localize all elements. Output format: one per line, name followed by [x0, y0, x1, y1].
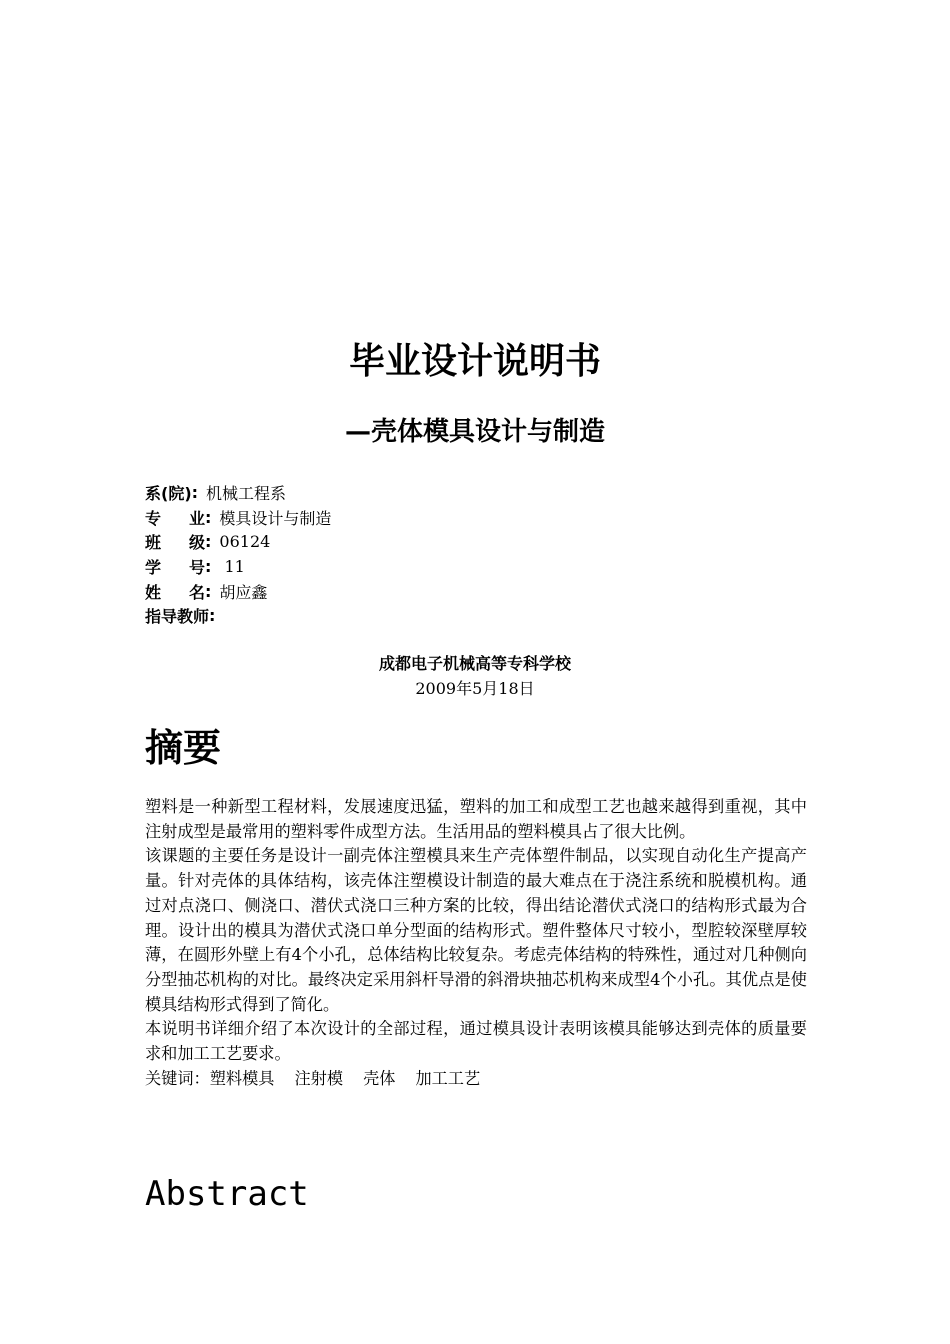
info-row-major: [145, 505, 805, 530]
info-label-char: 姓: [145, 582, 162, 602]
info-value: 胡应鑫: [219, 582, 268, 602]
info-row-name: [145, 579, 805, 604]
info-colon: :: [191, 482, 199, 502]
info-row-advisor: [145, 603, 805, 628]
info-label: [145, 555, 205, 578]
info-colon: :: [205, 532, 212, 552]
student-info-block: [145, 480, 805, 628]
info-label: 系(院): [145, 483, 192, 503]
info-value: 机械工程系: [206, 483, 287, 503]
info-label: [145, 580, 205, 603]
abstract-paragraph: 本说明书详细介绍了本次设计的全部过程，通过模具设计表明该模具能够达到壳体的质量要求和加工工艺要求。: [145, 1019, 807, 1064]
document-date: 2009年5月18日: [415, 679, 535, 698]
abstract-paragraph: 该课题的主要任务是设计一副壳体注塑模具来生产壳体塑件制品，以实现自动化生产提高产量。针对壳体的具体结构，该壳体注塑模设计制造的最大难点在于浇注系统和脱模机构。通过对点浇口、侧浇口、潜伏式浇口三种方案的比较，得出结论潜伏式浇口的结构形式最为合理。设计出的模具为潜伏式浇口单分型面的结构形式。塑件整体尺寸较小，型腔较深壁厚较薄，在圆形外壁上有4个小孔，总体结构比较复杂。考虑壳体结构的特殊性，通过对几种侧向分型抽芯机构的对比。最终决定采用斜杆导滑的斜滑块抽芯机构来成型4个小孔。其优点是使模具结构形式得到了简化。: [145, 846, 807, 1014]
keywords-label: 关键词：: [145, 1068, 210, 1088]
info-value: 模具设计与制造: [219, 508, 332, 528]
info-value: 06124: [219, 532, 271, 552]
info-row-department: [145, 480, 805, 505]
abstract-cn-body: [145, 795, 807, 1091]
abstract-paragraph: 塑料是一种新型工程材料，发展速度迅猛，塑料的加工和成型工艺也越来越得到重视，其中注射成型是最常用的塑料零件成型方法。生活用品的塑料模具占了很大比例。: [145, 797, 807, 841]
info-colon: :: [209, 606, 216, 626]
info-label: [145, 530, 205, 553]
info-label-char: 名: [188, 582, 205, 602]
info-colon: :: [205, 581, 212, 601]
keyword: 壳体: [363, 1068, 396, 1088]
info-colon: :: [205, 556, 212, 576]
keyword: 加工工艺: [415, 1068, 481, 1088]
info-label-char: 学: [145, 557, 162, 577]
document-subtitle: —壳体模具设计与制造: [344, 417, 605, 447]
info-colon: :: [205, 507, 212, 527]
keyword: 注射模: [294, 1068, 344, 1088]
info-label-char: 级: [188, 533, 205, 553]
info-row-student-number: [145, 554, 805, 579]
abstract-cn-heading: 摘要: [145, 726, 222, 770]
info-label-char: 专: [145, 508, 162, 528]
info-value: 11: [219, 556, 245, 576]
school-name: 成都电子机械高等专科学校: [378, 654, 571, 673]
info-label: 指导教师: [145, 607, 210, 627]
info-label: [145, 506, 205, 529]
keywords-line: [145, 1067, 807, 1092]
info-row-class: [145, 529, 805, 554]
info-label-char: 业: [188, 508, 205, 528]
document-title: 毕业设计说明书: [348, 341, 601, 382]
info-label-char: 班: [145, 533, 162, 553]
info-label-char: 号: [188, 557, 205, 577]
abstract-en-heading: Abstract: [145, 1174, 309, 1214]
keyword: 塑料模具: [209, 1068, 275, 1088]
